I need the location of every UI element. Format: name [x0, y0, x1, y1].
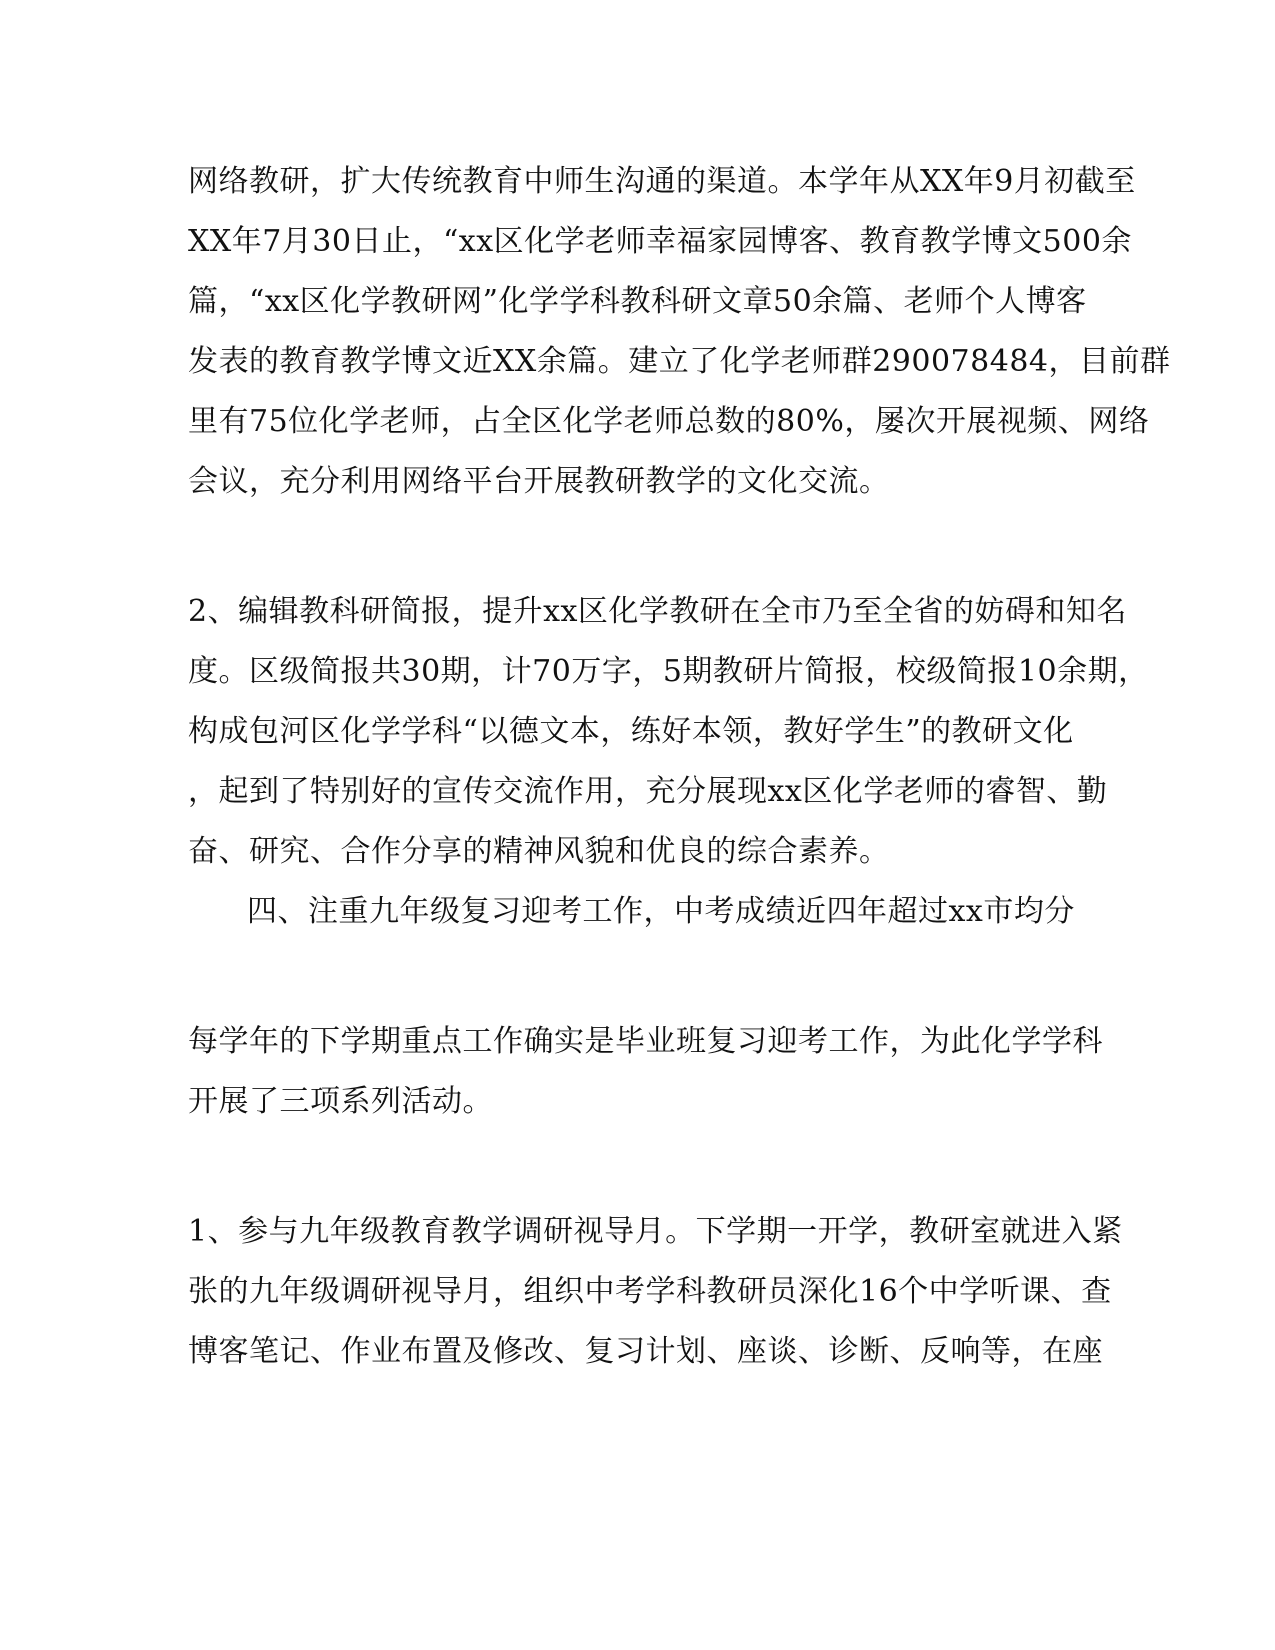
text-line: 构成包河区化学学科“以德文本，练好本领，教好学生”的教研文化	[188, 714, 1074, 749]
text-line: 开展了三项系列活动。	[188, 1084, 493, 1119]
text-line: 网络教研，扩大传统教育中师生沟通的渠道。本学年从XX年9月初截至	[188, 164, 1136, 199]
text-line: 度。区级简报共30期，计70万字，5期教研片简报，校级简报10余期，	[188, 654, 1149, 689]
text-line: 张的九年级调研视导月，组织中考学科教研员深化16个中学听课、查	[188, 1274, 1112, 1309]
text-line: 篇，“xx区化学教研网”化学学科教科研文章50余篇、老师个人博客	[188, 284, 1087, 319]
text-line: ，起到了特别好的宣传交流作用，充分展现xx区化学老师的睿智、勤	[188, 774, 1108, 809]
text-line: 每学年的下学期重点工作确实是毕业班复习迎考工作，为此化学学科	[188, 1024, 1103, 1059]
text-line: XX年7月30日止，“xx区化学老师幸福家园博客、教育教学博文500余	[188, 224, 1132, 259]
text-line: 发表的教育教学博文近XX余篇。建立了化学老师群290078484，目前群	[188, 344, 1171, 379]
text-line: 里有75位化学老师，占全区化学老师总数的80%，屡次开展视频、网络	[188, 404, 1150, 439]
text-line: 奋、研究、合作分享的精神风貌和优良的综合素养。	[188, 834, 890, 869]
text-line: 会议，充分利用网络平台开展教研教学的文化交流。	[188, 464, 890, 499]
text-line: 2、编辑教科研简报，提升xx区化学教研在全市乃至全省的妨碍和知名	[188, 594, 1127, 629]
section-heading: 四、注重九年级复习迎考工作，中考成绩近四年超过xx市均分	[247, 894, 1075, 929]
text-line: 博客笔记、作业布置及修改、复习计划、座谈、诊断、反响等，在座	[188, 1334, 1103, 1369]
text-line: 1、参与九年级教育教学调研视导月。下学期一开学，教研室就进入紧	[188, 1214, 1123, 1249]
